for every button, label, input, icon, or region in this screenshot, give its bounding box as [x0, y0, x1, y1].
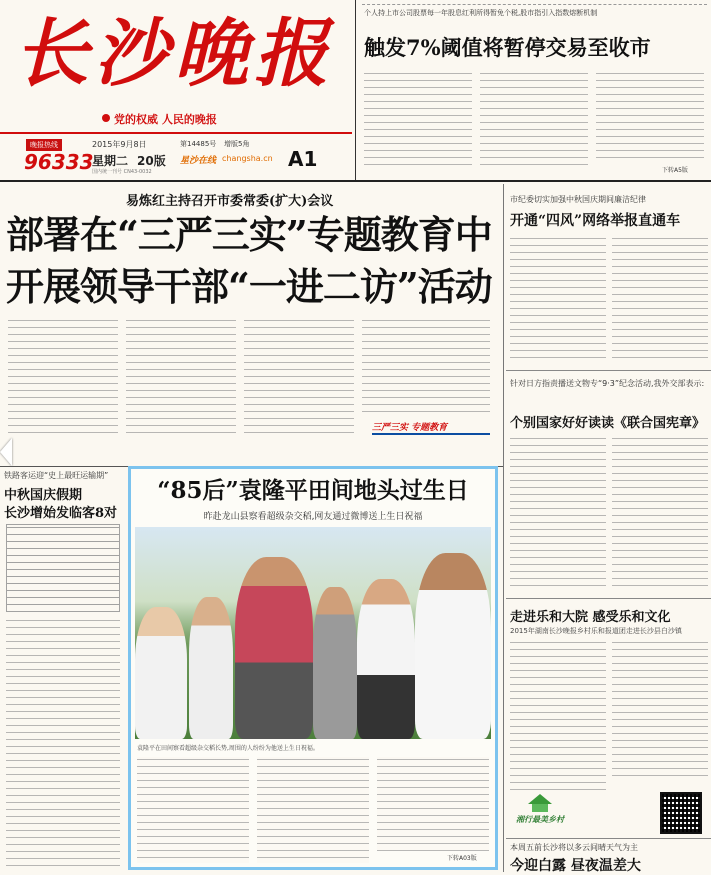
masthead-small-line: 国内统一刊号 CN43-0032 — [92, 169, 152, 175]
page-turn-arrow-icon[interactable] — [0, 438, 12, 466]
house-icon — [528, 794, 552, 804]
left-article — [0, 468, 126, 872]
right-article-3-headline: 走进乐和大院 感受乐和文化 — [510, 610, 671, 625]
left-article-headline-line1: 中秋国庆假期 — [4, 488, 83, 503]
top-right-more[interactable]: 下转A5版 — [662, 167, 688, 174]
right-article-1-body — [510, 236, 606, 360]
top-right-body-2 — [480, 71, 588, 171]
train-info-box — [6, 524, 120, 612]
right-article-4-kicker: 本周五前长沙将以多云间晴天气为主 — [510, 843, 638, 852]
rural-badge — [516, 794, 596, 826]
hotline-number: 96333 — [24, 150, 94, 174]
qr-code-icon[interactable] — [660, 792, 702, 834]
right-article-3 — [510, 602, 710, 838]
masthead — [0, 0, 352, 178]
masthead-issue-extra: 增版5角 — [224, 140, 250, 148]
website-url[interactable]: changsha.cn — [222, 154, 273, 163]
badge-label: 湘行最美乡村 — [516, 815, 564, 824]
right-article-2-body — [510, 436, 606, 590]
lead-logo — [372, 420, 490, 438]
hotline-label: 晚报热线 — [26, 139, 62, 151]
feature-more[interactable]: 下转A03版 — [447, 855, 477, 862]
top-right-article — [362, 4, 707, 177]
person-yuan-longping — [235, 557, 313, 739]
left-article-kicker: 铁路客运迎“史上最旺运输期” — [4, 471, 109, 480]
right-article-1-headline: 开通“四风”网络举报直通车 — [510, 213, 681, 229]
page-number: A1 — [288, 147, 318, 171]
lead-body-col3 — [244, 318, 354, 436]
lead-body-col4 — [362, 318, 490, 414]
feature-photo[interactable] — [135, 527, 491, 739]
right-article-2 — [510, 374, 710, 594]
top-right-kicker: 个人持上市公司股票每一年股息红利所得暂免个税,股市指引入指数熔断机制 — [364, 9, 598, 17]
top-right-body — [364, 71, 472, 171]
lead-headline-line1: 部署在“三严三实”专题教育中 — [6, 212, 492, 257]
person-striped-shirt — [357, 579, 415, 739]
top-right-headline: 触发7%阈值将暂停交易至收市 — [364, 35, 651, 60]
right-article-3-body — [510, 640, 606, 790]
masthead-weekday: 星期二 — [92, 154, 129, 168]
lead-logo-label: 三严三实 专题教育 — [372, 420, 490, 435]
masthead-date: 2015年9月8日 — [92, 140, 147, 149]
masthead-title: 长沙晚报 — [14, 11, 334, 97]
lead-body-col1 — [8, 318, 118, 436]
slogan-icon — [102, 114, 110, 122]
right-article-2-body-2 — [612, 436, 708, 590]
feature-headline: “85后”袁隆平田间地头过生日 — [157, 477, 469, 504]
lead-kicker: 易炼红主持召开市委常委(扩大)会议 — [126, 194, 334, 209]
right-article-4-headline: 今迎白露 昼夜温差大 — [510, 858, 641, 874]
right-article-3-body-2 — [612, 640, 708, 780]
feature-body-col2 — [257, 757, 369, 863]
masthead-issue: 第14485号 — [180, 140, 217, 148]
person-left — [189, 597, 233, 739]
right-article-3-subline: 2015年湖南长沙晚报乡村乐和报道团走进长沙县白沙镇 — [510, 627, 682, 635]
person-right — [415, 553, 491, 739]
lead-body-col2 — [126, 318, 236, 436]
website-label: 星沙在线 — [180, 156, 217, 166]
feature-body-col1 — [137, 757, 249, 863]
feature-box — [128, 466, 498, 870]
feature-body-col3 — [377, 757, 489, 851]
lead-headline-line2: 开展领导干部“一进二访”活动 — [6, 264, 492, 309]
right-article-1-kicker: 市纪委切实加强中秋国庆期间廉洁纪律 — [510, 195, 646, 204]
right-article-2-kicker: 针对日方指责播送文物专“9·3”纪念活动,我外交部表示: — [510, 379, 705, 388]
lead-article — [0, 184, 500, 464]
feature-caption: 袁隆平在田间察看超级杂交稻长势,周围的人纷纷为他送上生日祝福。 — [137, 745, 319, 752]
house-body-icon — [532, 804, 548, 812]
person-far-left — [135, 607, 187, 739]
masthead-slogan: 党的权威 人民的晚报 — [114, 113, 217, 126]
left-article-body — [6, 618, 120, 868]
right-article-4 — [510, 840, 710, 872]
right-article-1 — [510, 188, 710, 364]
right-article-2-headline: 个别国家好好读读《联合国宪章》 — [510, 416, 706, 431]
feature-subheadline: 昨赴龙山县察看超级杂交稻,网友通过微博送上生日祝福 — [203, 512, 423, 522]
masthead-pages: 20版 — [137, 154, 166, 168]
left-article-headline-line2: 长沙增始发临客8对 — [4, 506, 118, 521]
top-right-body-3 — [596, 71, 704, 163]
right-article-1-body-2 — [612, 236, 708, 360]
person-grey-shirt — [313, 587, 357, 739]
